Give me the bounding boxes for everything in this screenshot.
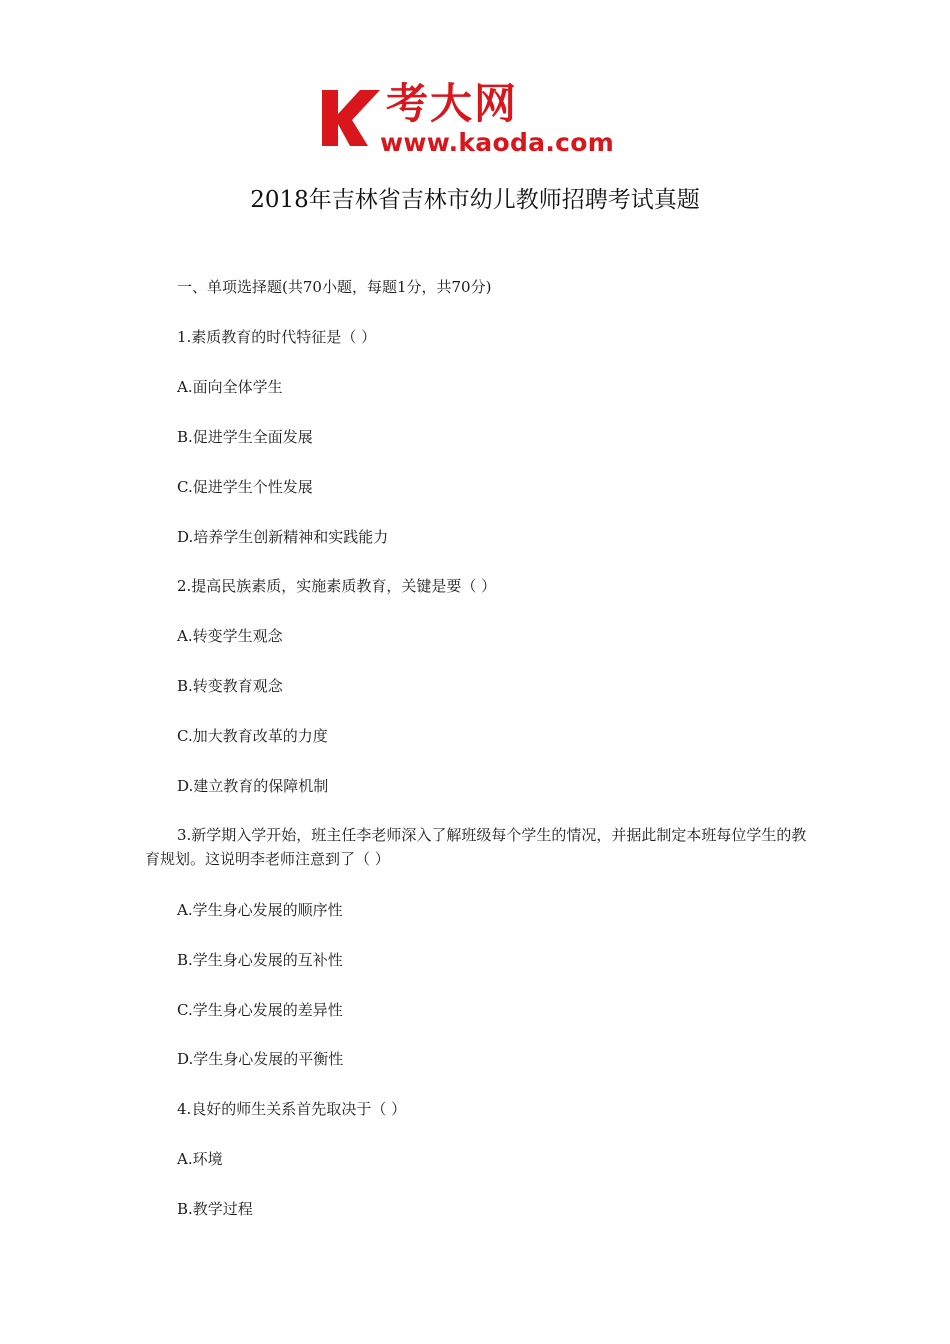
kaoda-logo (318, 80, 638, 160)
question-3-option-a: A.学生身心发展的顺序性 (177, 901, 343, 919)
page-title: 2018年吉林省吉林市幼儿教师招聘考试真题 (250, 187, 700, 213)
question-1-option-b: B.促进学生全面发展 (177, 428, 313, 446)
question-2-option-a: A.转变学生观念 (177, 627, 283, 645)
question-3-option-c: C.学生身心发展的差异性 (177, 1001, 343, 1019)
section-heading: 一、单项选择题(共70小题，每题1分，共70分) (177, 278, 492, 296)
question-3-option-d: D.学生身心发展的平衡性 (177, 1050, 344, 1068)
question-2-option-c: C.加大教育改革的力度 (177, 727, 328, 745)
question-3-option-b: B.学生身心发展的互补性 (177, 951, 343, 969)
question-1-option-a: A.面向全体学生 (177, 378, 283, 396)
question-2-option-d: D.建立教育的保障机制 (177, 777, 329, 795)
question-3-stem: 3.新学期入学开始，班主任李老师深入了解班级每个学生的情况，并据此制定本班每位学生的教育规划。这说明李老师注意到了（ ） (145, 826, 807, 868)
question-2-option-b: B.转变教育观念 (177, 677, 283, 695)
logo-brand-text: 考大网 (386, 79, 519, 128)
question-1-option-c: C.促进学生个性发展 (177, 478, 313, 496)
question-4-option-a: A.环境 (177, 1150, 223, 1168)
logo-k-mark-icon (318, 84, 386, 152)
logo-url-text: www.kaoda.com (380, 128, 615, 157)
question-1-option-d: D.培养学生创新精神和实践能力 (177, 528, 389, 546)
question-2-stem: 2.提高民族素质，实施素质教育，关键是要（ ） (177, 577, 497, 595)
question-4-option-b: B.教学过程 (177, 1200, 253, 1218)
question-1-stem: 1.素质教育的时代特征是（ ） (177, 328, 377, 346)
question-4-stem: 4.良好的师生关系首先取决于（ ） (177, 1100, 407, 1118)
